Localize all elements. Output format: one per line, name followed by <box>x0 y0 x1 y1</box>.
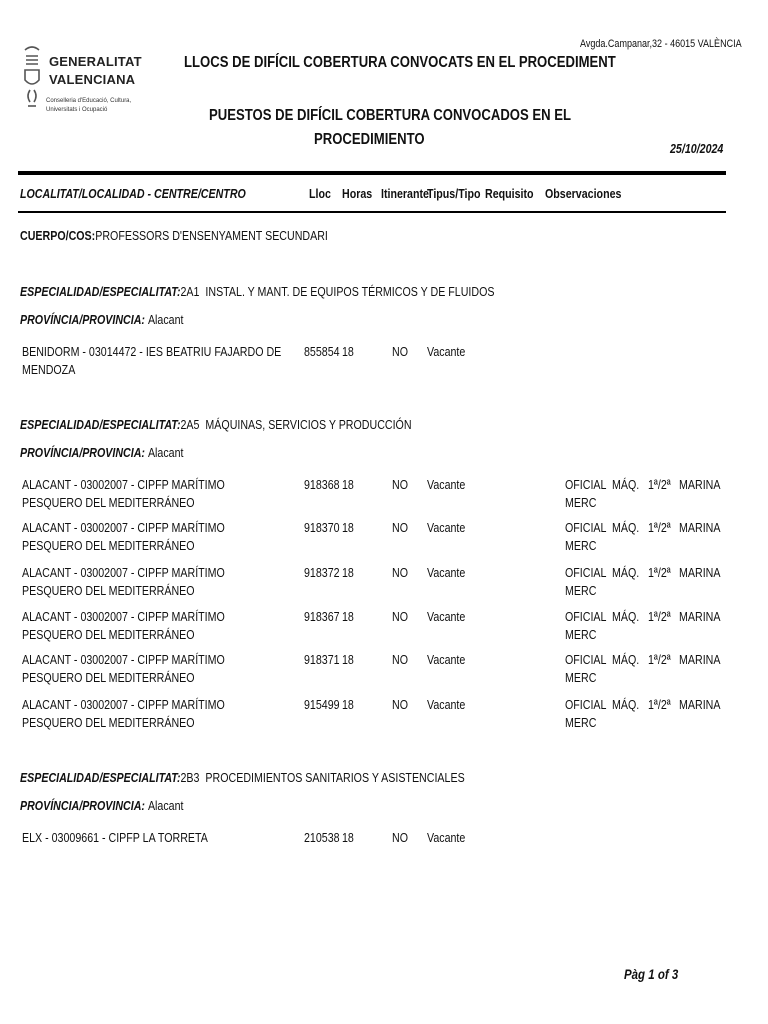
cuerpo-value: PROFESSORS D'ENSENYAMENT SECUNDARI <box>95 228 328 243</box>
center-name: ELX - 03009661 - CIPFP LA TORRETA <box>22 830 208 845</box>
itinerante-value: NO <box>392 344 408 359</box>
tipo-value: Vacante <box>427 520 466 535</box>
lloc-code: 210538 <box>304 830 340 845</box>
observation-text: MÁQ. <box>612 565 640 580</box>
observation-text: MARINA <box>679 520 721 535</box>
title-spanish-line1: PUESTOS DE DIFÍCIL COBERTURA CONVOCADOS EN EL <box>209 107 572 124</box>
title-valencian: LLOCS DE DIFÍCIL COBERTURA CONVOCATS EN EL PROCEDIMENT <box>184 54 616 71</box>
observation-text: 1ª/2ª <box>648 477 671 492</box>
horas-value: 18 <box>342 565 354 580</box>
center-name: ALACANT - 03002007 - CIPFP MARÍTIMO PESQUERO DEL MEDITERRÁNEO <box>22 652 225 685</box>
observation-text: MÁQ. <box>612 520 640 535</box>
header-rule-top <box>18 171 726 175</box>
observation-text: OFICIAL MERC <box>565 697 607 730</box>
header-rule-bottom <box>18 211 726 213</box>
col-header-lloc: Lloc <box>309 186 331 201</box>
observation-text: 1ª/2ª <box>648 565 671 580</box>
observation-text: 1ª/2ª <box>648 520 671 535</box>
tipo-value: Vacante <box>427 344 466 359</box>
tipo-value: Vacante <box>427 697 466 712</box>
tipo-value: Vacante <box>427 830 466 845</box>
address: Avgda.Campanar,32 - 46015 VALÈNCIA <box>580 38 742 50</box>
province-heading: PROVÍNCIA/PROVINCIA: Alacant <box>20 312 184 327</box>
col-header-itinerante: Itinerante <box>381 186 429 201</box>
observation-text: 1ª/2ª <box>648 697 671 712</box>
logo-subtitle-line2: Universitats i Ocupació <box>46 107 108 113</box>
lloc-code: 915499 <box>304 697 340 712</box>
logo-text-line2: VALENCIANA <box>49 72 136 87</box>
horas-value: 18 <box>342 477 354 492</box>
col-header-localitat: LOCALITAT/LOCALIDAD - CENTRE/CENTRO <box>20 186 246 201</box>
title-spanish-line2: PROCEDIMIENTO <box>314 131 425 148</box>
observation-text: OFICIAL MERC <box>565 477 607 510</box>
observation-text: MARINA <box>679 565 721 580</box>
center-name: ALACANT - 03002007 - CIPFP MARÍTIMO PESQUERO DEL MEDITERRÁNEO <box>22 609 225 642</box>
observation-text: MARINA <box>679 652 721 667</box>
observation-text: MÁQ. <box>612 477 640 492</box>
horas-value: 18 <box>342 344 354 359</box>
lloc-code: 918368 <box>304 477 340 492</box>
horas-value: 18 <box>342 830 354 845</box>
horas-value: 18 <box>342 652 354 667</box>
col-header-horas: Horas <box>342 186 373 201</box>
cuerpo-label: CUERPO/COS: <box>20 228 96 243</box>
itinerante-value: NO <box>392 652 408 667</box>
center-name: ALACANT - 03002007 - CIPFP MARÍTIMO PESQUERO DEL MEDITERRÁNEO <box>22 477 225 510</box>
tipo-value: Vacante <box>427 609 466 624</box>
observation-text: OFICIAL MERC <box>565 520 607 553</box>
observation-text: 1ª/2ª <box>648 609 671 624</box>
lloc-code: 918370 <box>304 520 340 535</box>
cuerpo-line <box>20 228 395 243</box>
horas-value: 18 <box>342 609 354 624</box>
itinerante-value: NO <box>392 477 408 492</box>
horas-value: 18 <box>342 520 354 535</box>
center-name: ALACANT - 03002007 - CIPFP MARÍTIMO PESQUERO DEL MEDITERRÁNEO <box>22 697 225 730</box>
tipo-value: Vacante <box>427 477 466 492</box>
province-heading: PROVÍNCIA/PROVINCIA: Alacant <box>20 445 184 460</box>
observation-text: OFICIAL MERC <box>565 565 607 598</box>
observation-text: MÁQ. <box>612 697 640 712</box>
observation-text: 1ª/2ª <box>648 652 671 667</box>
specialty-heading: ESPECIALIDAD/ESPECIALITAT:2B3 PROCEDIMIENTOS SANITARIOS Y ASISTENCIALES <box>20 770 465 785</box>
col-header-observaciones: Observaciones <box>545 186 622 201</box>
observation-text: MARINA <box>679 609 721 624</box>
logo-text-line1: GENERALITAT <box>49 54 142 69</box>
itinerante-value: NO <box>392 830 408 845</box>
province-heading: PROVÍNCIA/PROVINCIA: Alacant <box>20 798 184 813</box>
center-name: ALACANT - 03002007 - CIPFP MARÍTIMO PESQUERO DEL MEDITERRÁNEO <box>22 520 225 553</box>
observation-text: OFICIAL MERC <box>565 609 607 642</box>
specialty-heading: ESPECIALIDAD/ESPECIALITAT:2A5 MÁQUINAS, SERVICIOS Y PRODUCCIÓN <box>20 417 412 432</box>
tipo-value: Vacante <box>427 565 466 580</box>
horas-value: 18 <box>342 697 354 712</box>
lloc-code: 918367 <box>304 609 340 624</box>
observation-text: MARINA <box>679 477 721 492</box>
col-header-tipo: Tipus/Tipo <box>427 186 481 201</box>
center-name: ALACANT - 03002007 - CIPFP MARÍTIMO PESQUERO DEL MEDITERRÁNEO <box>22 565 225 598</box>
specialty-heading: ESPECIALIDAD/ESPECIALITAT:2A1 INSTAL. Y MANT. DE EQUIPOS TÉRMICOS Y DE FLUIDOS <box>20 284 495 299</box>
observation-text: MÁQ. <box>612 652 640 667</box>
document-date: 25/10/2024 <box>670 141 724 156</box>
lloc-code: 855854 <box>304 344 340 359</box>
itinerante-value: NO <box>392 609 408 624</box>
observation-text: OFICIAL MERC <box>565 652 607 685</box>
itinerante-value: NO <box>392 697 408 712</box>
observation-text: MÁQ. <box>612 609 640 624</box>
itinerante-value: NO <box>392 565 408 580</box>
observation-text: MARINA <box>679 697 721 712</box>
tipo-value: Vacante <box>427 652 466 667</box>
itinerante-value: NO <box>392 520 408 535</box>
center-name: BENIDORM - 03014472 - IES BEATRIU FAJARDO DE MENDOZA <box>22 344 282 377</box>
lloc-code: 918372 <box>304 565 340 580</box>
logo-subtitle-line1: Conselleria d'Educació, Cultura, <box>46 98 132 104</box>
generalitat-logo <box>22 40 142 124</box>
page-number: Pàg 1 of 3 <box>624 966 679 982</box>
lloc-code: 918371 <box>304 652 340 667</box>
coat-of-arms-icon <box>22 44 42 110</box>
col-header-requisito: Requisito <box>485 186 534 201</box>
